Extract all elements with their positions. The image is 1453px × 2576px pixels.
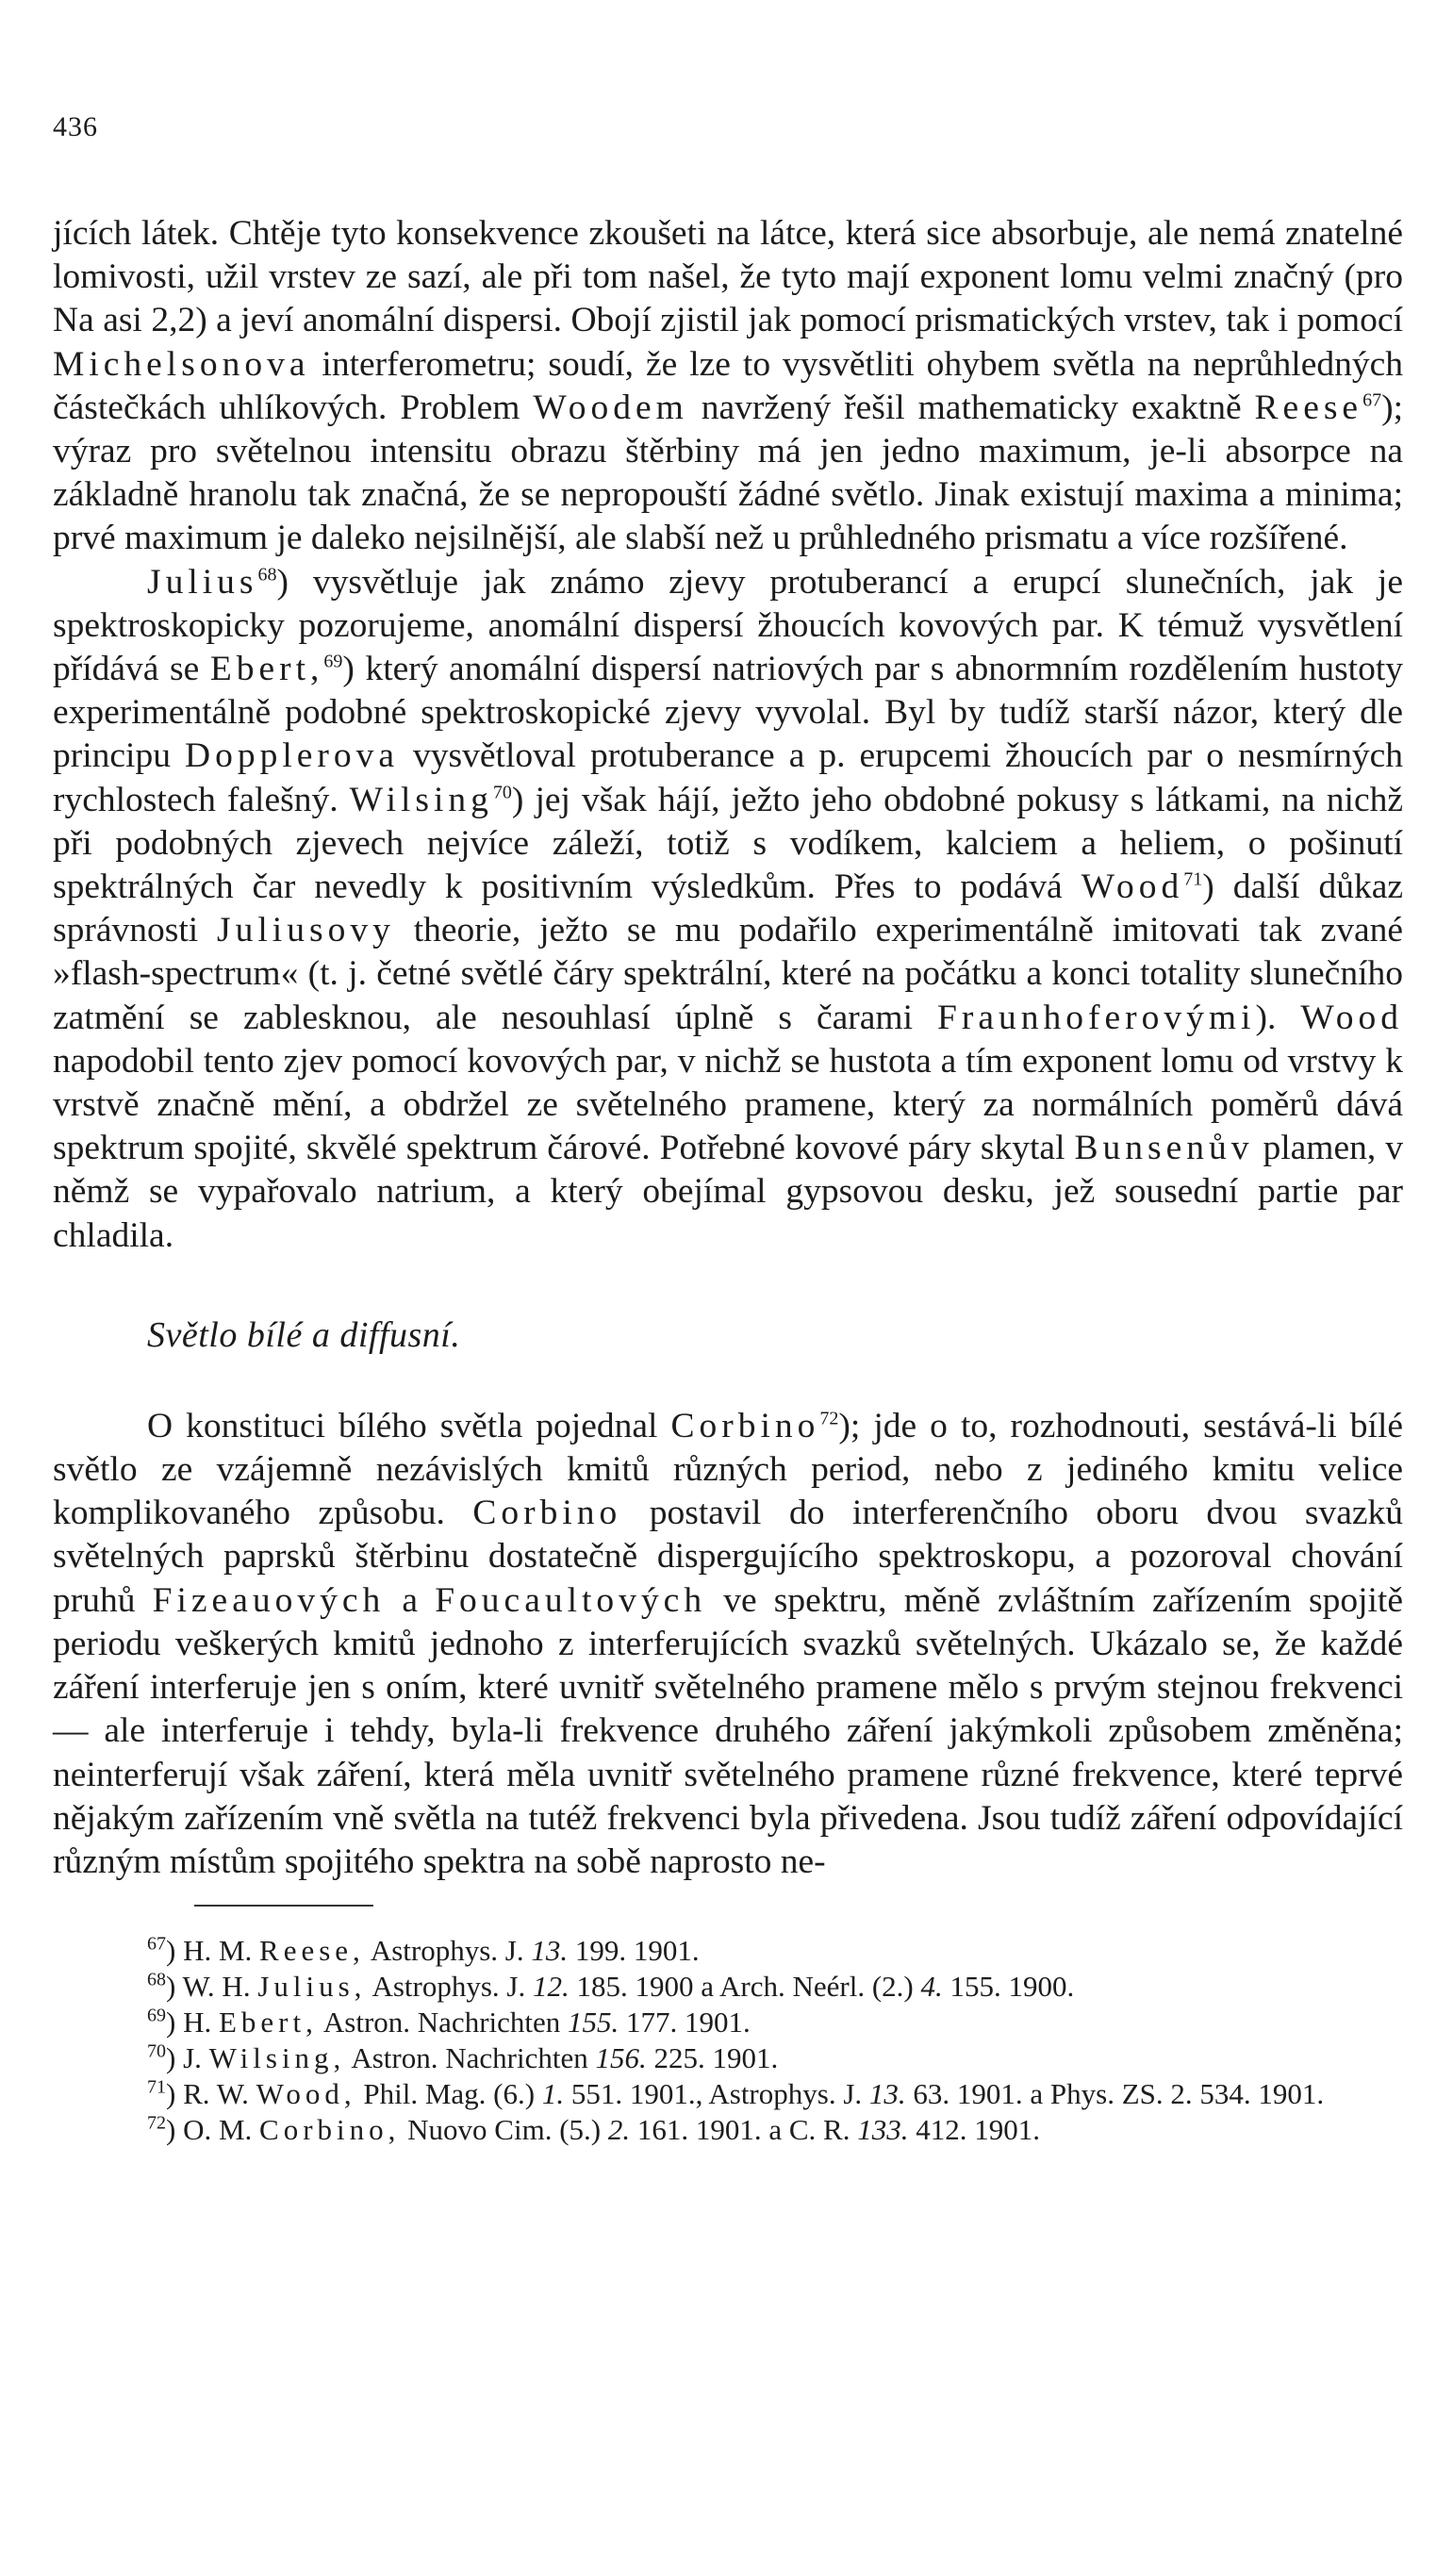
body-text [53, 212, 1403, 2148]
footnote: $^{68}$) W. H. Julius, Astrophys. J. 12. 185. 1900 a Arch. Neérl. (2.) 4. 155. 1900. [147, 1969, 1075, 2004]
person-name: Fraunhoferovými [937, 998, 1256, 1037]
page-number: 436 [53, 111, 98, 142]
paragraph-3: O konstituci bílého světla pojednal Corbino$^{72}$); jde o to, rozhodnouti, sestává-li bílé světlo ze vzájemně nezávislých kmitů různých period, nebo z jediného kmitu velice komplikovaného způsobu. Corbino postavil do interferenčního oboru dvou svazků světelných paprsků štěrbinu dostatečně dispergujícího spektroskopu, a pozoroval chování pruhů Fizeauových a Foucaultových ve spektru, měně zvláštním zařízením spojitě periodu veškerých kmitů jednoho z interferujících svazků světelných. Ukázalo se, že každé záření interferuje jen s oním, které uvnitř světelného pramene mělo s prvým stejnou frekvenci — ale interferuje i tehdy, byla-li frekvence druhého záření jakýmkoli způsobem změněna; neinterferují však záření, která měla uvnitř světelného pramene různé frekvence, které teprvé nějakým zařízením vně světla na tutéž frekvenci byla přivedena. Jsou tudíž záření odpovídající různým místům spojitého spektra na sobě naprosto ne- [53, 1406, 1404, 1881]
footnote: $^{70}$) J. Wilsing, Astron. Nachrichten 156. 225. 1901. [147, 2040, 779, 2075]
person-name: Julius [147, 562, 258, 602]
paragraph-1: jících látek. Chtěje tyto konsekvence zkoušeti na látce, která sice absorbuje, ale nemá znatelné lomivosti, užil vrstev ze sazí, ale při tom našel, že tyto mají exponent lomu velmi značný (pro Na asi 2,2) a jeví anomální dispersi. Obojí zjistil jak pomocí prismatických vrstev, tak i pomocí Michelsonova interferometru; soudí, že lze to vysvětliti ohybem světla na neprůhledných částečkách uhlíkových. Problem Woodem navržený řešil mathematicky exaktně Reese$^{67}$); výraz pro světelnou intensitu obrazu štěrbiny má jen jedno maximum, je-li absorpce na základně hranolu tak značná, že se nepropouští žádné světlo. Jinak existují maxima a minima; prvé maximum je daleko nejsilnější, ale slabší než u průhledného prismatu a více rozšířené. [53, 214, 1403, 558]
person-name: Wood [1300, 998, 1403, 1037]
person-name: Ebert, [209, 650, 324, 689]
person-name: Reese [1254, 388, 1363, 427]
person-name: Michelsonova [53, 344, 310, 384]
footnote: $^{71}$) R. W. Wood, Phil. Mag. (6.) 1. 551. 1901., Astrophys. J. 13. 63. 1901. a Phys. ZS. 2. 534. 1901. [147, 2076, 1325, 2111]
person-name: Corbino [670, 1406, 820, 1445]
person-name: Wood [1081, 867, 1184, 907]
footnote-ref: 67 [1362, 389, 1382, 411]
footnote-ref: 70 [492, 782, 512, 803]
person-name: Foucaultových [435, 1580, 707, 1620]
footnote-ref: 72 [819, 1408, 839, 1429]
footnote: $^{67}$) H. M. Reese, Astrophys. J. 13. 199. 1901. [147, 1933, 700, 1968]
section-heading: Světlo bílé a diffusní. [147, 1314, 461, 1355]
footnote-ref: 71 [1183, 868, 1203, 890]
person-name: Corbino [472, 1494, 622, 1533]
person-name: Wilsing [349, 780, 493, 819]
footnote-divider [194, 1905, 373, 1907]
footnote-ref: 69 [323, 651, 343, 672]
person-name: Juliusovy [217, 911, 395, 950]
footnotes [53, 1933, 1403, 2148]
footnote: $^{72}$) O. M. Corbino, Nuovo Cim. (5.) 2. 161. 1901. a C. R. 133. 412. 1901. [147, 2112, 1040, 2147]
person-name: Fizeauových [152, 1580, 386, 1620]
footnote-ref: 68 [257, 564, 277, 586]
footnote: $^{69}$) H. Ebert, Astron. Nachrichten 155. 177. 1901. [147, 2005, 751, 2039]
person-name: Dopplerova [185, 736, 400, 776]
person-name: Woodem [533, 388, 688, 427]
paragraph-2: Julius$^{68}$) vysvětluje jak známo zjevy protuberancí a erupcí slunečních, jak je spektroskopicky pozorujeme, anomální dispersí žhoucích kovových par. K témuž vysvětlení přídává se Ebert,$^{69}$) který anomální dispersí natriových par s abnormním rozdělením hustoty experimentálně podobné spektroskopické zjevy vyvolal. Byl by tudíž starší názor, který dle principu Dopplerova vysvětloval protuberance a p. erupcemi žhoucích par o nesmírných rychlostech falešný. Wilsing$^{70}$) jej však hájí, ježto jeho obdobné pokusy s látkami, na nichž při podobných zjevech nejvíce záleží, totiž s vodíkem, kalciem a heliem, o pošinutí spektrálných čar nevedly k positivním výsledkům. Přes to podává Wood$^{71}$) další důkaz správnosti Juliusovy theorie, ježto se mu podařilo experimentálně imitovati tak zvané »flash-spectrum« (t. j. četné světlé čáry spektrální, které na počátku a konci totality slunečního zatmění se zablesknou, ale nesouhlasí úplně s čarami Fraunhoferovými). Wood napodobil tento zjev pomocí kovových par, v nichž se hustota a tím exponent lomu od vrstvy k vrstvě značně mění, a obdržel ze světelného pramene, který za normálních poměrů dává spektrum spojité, skvělé spektrum čárové. Potřebné kovové páry skytal Bunsenův plamen, v němž se vypařovalo natrium, a který obejímal gypsovou desku, jež sousední partie par chladila. [53, 562, 1404, 1255]
person-name: Bunsenův [1074, 1129, 1254, 1168]
